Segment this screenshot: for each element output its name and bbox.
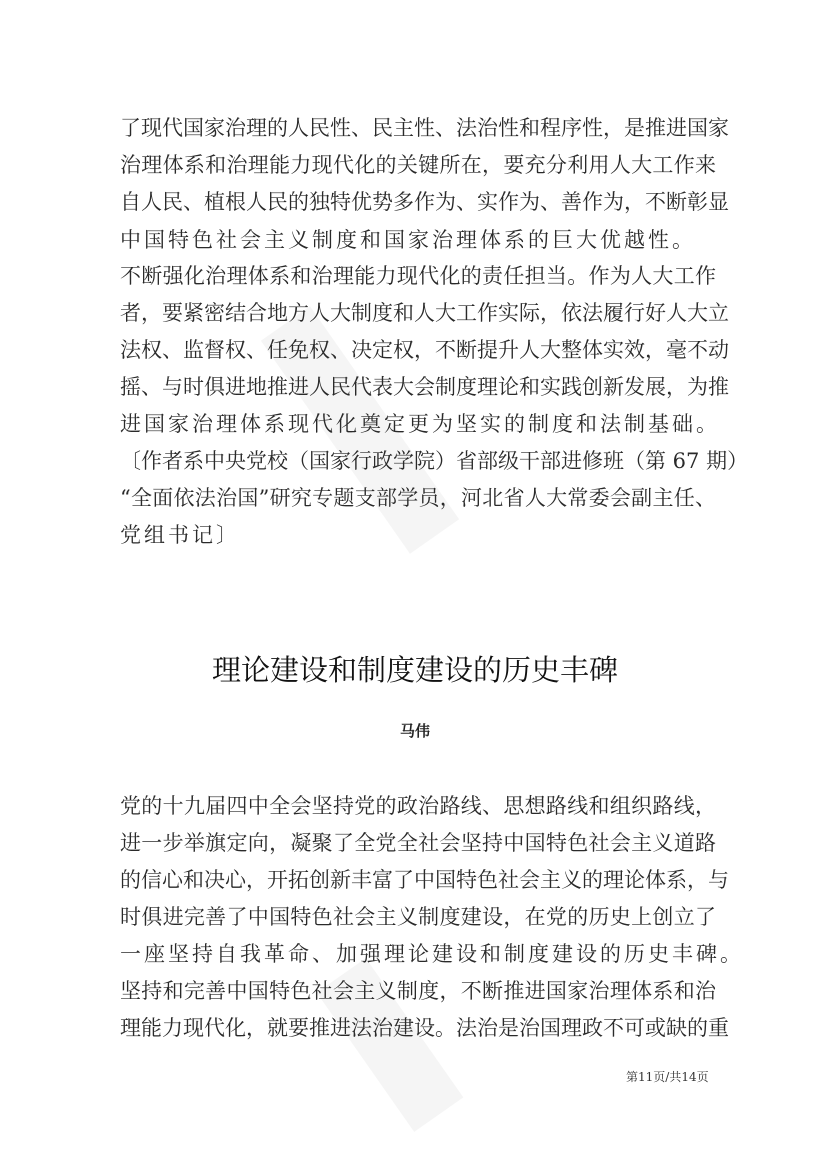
text-line: 了现代国家治理的人民性、民主性、法治性和程序性，是推进国家 — [120, 116, 729, 140]
text-line: 的信心和决心，开拓创新丰富了中国特色社会主义的理论体系，与 — [120, 868, 729, 892]
text-line: 进一步举旗定向，凝聚了全党全社会坚持中国特色社会主义道路 — [120, 831, 716, 855]
text-line: 者，要紧密结合地方人大制度和人大工作实际，依法履行好人大立 — [120, 301, 729, 325]
text-line: 中国特色社会主义制度和国家治理体系的巨大优越性。 — [120, 228, 696, 252]
article-title: 理论建设和制度建设的历史丰碑 — [211, 653, 618, 687]
text-line: 进国家治理体系现代化奠定更为坚实的制度和法制基础。 — [120, 412, 720, 436]
text-line: 治理体系和治理能力现代化的关键所在，要充分利用人大工作来 — [120, 153, 716, 177]
text-line: 理能力现代化，就要推进法治建设。法治是治国理政不可或缺的重 — [120, 1016, 729, 1040]
text-line: 时俱进完善了中国特色社会主义制度建设，在党的历史上创立了 — [120, 905, 716, 929]
author-note-line: 〔作者系中央党校（国家行政学院）省部级干部进修班（第 67 期） — [120, 449, 749, 473]
text-line: 自人民、植根人民的独特优势多作为、实作为、善作为，不断彰显 — [120, 190, 729, 214]
article-author: 马伟 — [399, 722, 430, 740]
text-line: 一座坚持自我革命、加强理论建设和制度建设的历史丰碑。 — [120, 942, 744, 966]
author-note-line: 党组书记〕 — [120, 523, 240, 547]
page-number: 第11页/共14页 — [626, 1070, 709, 1084]
text-line: 不断强化治理体系和治理能力现代化的责任担当。作为人大工作 — [120, 264, 716, 288]
text-line: 摇、与时俱进地推进人民代表大会制度理论和实践创新发展，为推 — [120, 375, 729, 399]
author-note-line: “全面依法治国”研究专题支部学员，河北省人大常委会副主任、 — [120, 486, 716, 510]
text-line: 党的十九届四中全会坚持党的政治路线、思想路线和组织路线， — [120, 794, 716, 818]
text-line: 坚持和完善中国特色社会主义制度，不断推进国家治理体系和治 — [120, 979, 716, 1003]
text-line: 法权、监督权、任免权、决定权，不断提升人大整体实效，毫不动 — [120, 338, 729, 362]
